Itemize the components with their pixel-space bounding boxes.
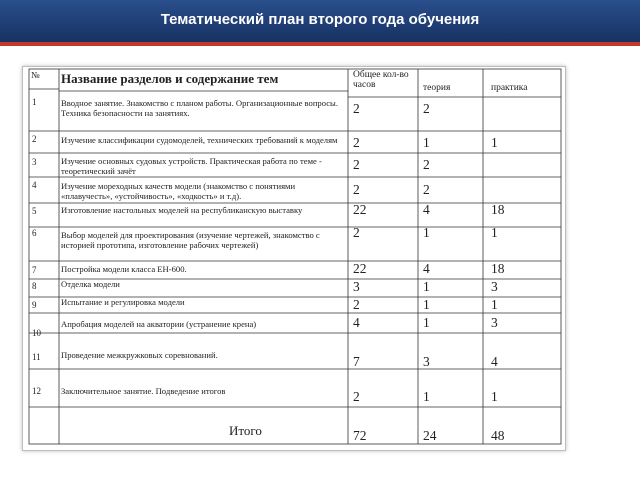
row-practice: 18 bbox=[491, 261, 505, 276]
row-total: 2 bbox=[353, 225, 360, 240]
row-number: 4 bbox=[32, 180, 37, 190]
row-practice: 3 bbox=[491, 315, 498, 330]
row-practice: 1 bbox=[491, 225, 498, 240]
row-name: Испытание и регулировка модели bbox=[61, 297, 185, 307]
row-name: Постройка модели класса ЕН-600. bbox=[61, 264, 187, 274]
row-theory: 1 bbox=[423, 297, 430, 312]
row-total: 2 bbox=[353, 389, 360, 404]
row-number: 7 bbox=[32, 265, 37, 275]
row-number: 3 bbox=[32, 157, 37, 167]
row-name: Изучение классификации судомоделей, технических требований к моделям bbox=[61, 135, 338, 145]
row-practice: 1 bbox=[491, 297, 498, 312]
row-theory: 1 bbox=[423, 315, 430, 330]
row-name: Вводное занятие. Знакомство с планом работы. Организационные вопросы. Техника безопасности на занятиях. bbox=[61, 98, 338, 119]
row-number: 1 bbox=[32, 97, 37, 107]
row-theory: 1 bbox=[423, 135, 430, 150]
totals-practice: 48 bbox=[491, 428, 505, 443]
row-theory: 4 bbox=[423, 202, 430, 217]
totals-total: 72 bbox=[353, 428, 367, 443]
row-total: 3 bbox=[353, 279, 360, 294]
header-number: № bbox=[31, 70, 40, 80]
row-name: Выбор моделей для проектирования (изучение чертежей, знакомство с историей прототипа, изготовление рабочих чертежей) bbox=[61, 230, 320, 251]
row-name: Изучение мореходных качеств модели (знакомство с понятиями «плавучесть», «устойчивость», «ходкость» и т.д). bbox=[61, 181, 296, 202]
row-theory: 1 bbox=[423, 389, 430, 404]
header-name: Название разделов и содержание тем bbox=[61, 71, 279, 86]
row-number: 9 bbox=[32, 300, 37, 310]
row-number: 10 bbox=[32, 328, 41, 338]
totals-label: Итого bbox=[229, 423, 262, 438]
row-name: Отделка модели bbox=[61, 279, 120, 289]
row-theory: 3 bbox=[423, 354, 430, 369]
banner-stripe bbox=[0, 42, 640, 46]
row-number: 2 bbox=[32, 134, 37, 144]
row-practice: 1 bbox=[491, 389, 498, 404]
row-total: 2 bbox=[353, 297, 360, 312]
row-practice: 1 bbox=[491, 135, 498, 150]
row-theory: 2 bbox=[423, 101, 430, 116]
header-practice: практика bbox=[491, 83, 528, 93]
row-total: 22 bbox=[353, 261, 367, 276]
plan-table bbox=[22, 66, 566, 451]
row-number: 11 bbox=[32, 352, 41, 362]
row-number: 6 bbox=[32, 228, 37, 238]
page-title: Тематический план второго года обучения bbox=[160, 11, 480, 28]
row-theory: 4 bbox=[423, 261, 430, 276]
row-theory: 1 bbox=[423, 225, 430, 240]
row-total: 4 bbox=[353, 315, 360, 330]
row-practice: 18 bbox=[491, 202, 505, 217]
row-number: 8 bbox=[32, 281, 37, 291]
row-theory: 1 bbox=[423, 279, 430, 294]
row-theory: 2 bbox=[423, 182, 430, 197]
row-name: Апробация моделей на акватории (устранение крена) bbox=[61, 319, 257, 329]
totals-theory: 24 bbox=[423, 428, 437, 443]
row-number: 5 bbox=[32, 206, 37, 216]
row-total: 2 bbox=[353, 101, 360, 116]
row-name: Проведение межкружковых соревнований. bbox=[61, 350, 218, 360]
row-theory: 2 bbox=[423, 157, 430, 172]
row-name: Изготовление настольных моделей на республиканскую выставку bbox=[61, 205, 303, 215]
row-practice: 3 bbox=[491, 279, 498, 294]
row-total: 2 bbox=[353, 157, 360, 172]
row-total: 2 bbox=[353, 182, 360, 197]
row-total: 7 bbox=[353, 354, 360, 369]
row-name: Заключительное занятие. Подведение итогов bbox=[61, 386, 226, 396]
header-theory: теория bbox=[423, 83, 451, 93]
row-name: Изучение основных судовых устройств. Практическая работа по теме - теоретический зачёт bbox=[61, 156, 322, 177]
row-number: 12 bbox=[32, 386, 41, 396]
header-total: Общее кол-во часов bbox=[353, 70, 409, 90]
row-total: 22 bbox=[353, 202, 367, 217]
row-total: 2 bbox=[353, 135, 360, 150]
row-practice: 4 bbox=[491, 354, 498, 369]
